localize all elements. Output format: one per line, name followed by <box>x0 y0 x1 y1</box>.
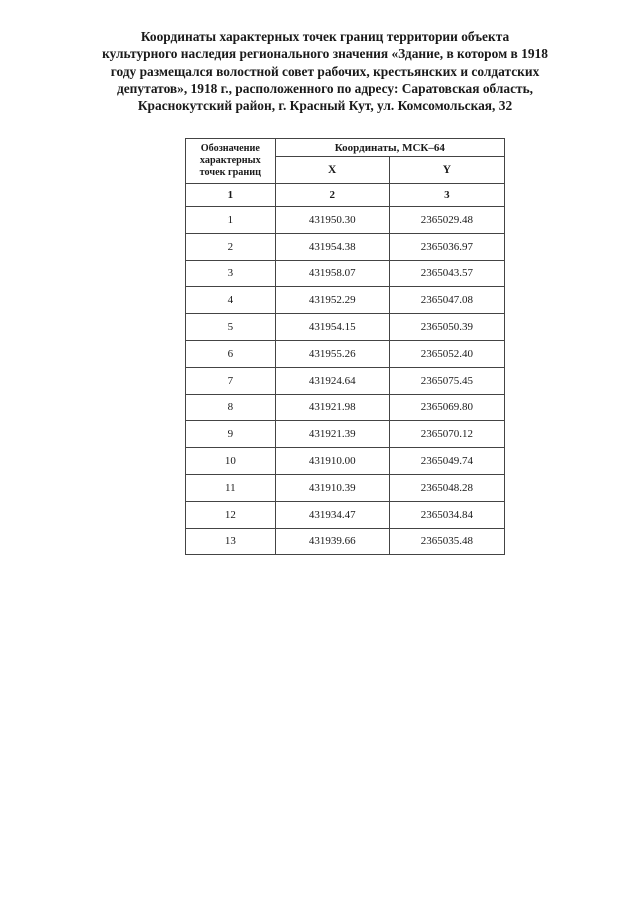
table-row <box>186 474 505 501</box>
column-number: 1 <box>186 184 276 207</box>
column-number: 3 <box>389 184 504 207</box>
cell-point-number: 4 <box>186 287 276 314</box>
cell-y: 2365047.08 <box>389 287 504 314</box>
cell-point-number: 7 <box>186 367 276 394</box>
title-line: Краснокутский район, г. Красный Кут, ул. Комсомольская, 32 <box>137 98 513 114</box>
table-row <box>186 340 505 367</box>
cell-point-number: 9 <box>186 421 276 448</box>
table-row <box>186 528 505 555</box>
table-row <box>186 501 505 528</box>
cell-x: 431934.47 <box>275 501 389 528</box>
cell-point-number: 10 <box>186 448 276 475</box>
cell-point-number: 13 <box>186 528 276 555</box>
cell-x: 431950.30 <box>275 207 389 234</box>
header-coordinates-group: Координаты, МСК–64 <box>275 139 504 157</box>
header-designation <box>186 139 276 184</box>
cell-y: 2365035.48 <box>389 528 504 555</box>
cell-y: 2365049.74 <box>389 448 504 475</box>
table-row <box>186 314 505 341</box>
cell-x: 431910.00 <box>275 448 389 475</box>
cell-x: 431954.38 <box>275 233 389 260</box>
table-row <box>186 448 505 475</box>
cell-point-number: 3 <box>186 260 276 287</box>
cell-x: 431910.39 <box>275 474 389 501</box>
cell-x: 431958.07 <box>275 260 389 287</box>
table-column-numbers-row <box>186 184 505 207</box>
cell-x: 431924.64 <box>275 367 389 394</box>
header-x: X <box>275 157 389 184</box>
document-title <box>60 28 590 114</box>
table-row <box>186 367 505 394</box>
cell-y: 2365048.28 <box>389 474 504 501</box>
cell-y: 2365052.40 <box>389 340 504 367</box>
header-designation-line: Обозначение <box>200 143 260 154</box>
cell-point-number: 5 <box>186 314 276 341</box>
cell-y: 2365075.45 <box>389 367 504 394</box>
header-designation-line: точек границ <box>199 167 262 178</box>
cell-x: 431954.15 <box>275 314 389 341</box>
cell-x: 431921.39 <box>275 421 389 448</box>
cell-y: 2365050.39 <box>389 314 504 341</box>
cell-x: 431921.98 <box>275 394 389 421</box>
cell-point-number: 12 <box>186 501 276 528</box>
cell-x: 431939.66 <box>275 528 389 555</box>
coordinates-table <box>185 138 505 555</box>
cell-point-number: 1 <box>186 207 276 234</box>
cell-y: 2365070.12 <box>389 421 504 448</box>
cell-y: 2365036.97 <box>389 233 504 260</box>
cell-point-number: 8 <box>186 394 276 421</box>
cell-y: 2365029.48 <box>389 207 504 234</box>
cell-y: 2365069.80 <box>389 394 504 421</box>
column-number: 2 <box>275 184 389 207</box>
table-header-row <box>186 139 505 157</box>
cell-y: 2365043.57 <box>389 260 504 287</box>
cell-x: 431952.29 <box>275 287 389 314</box>
title-line: году размещался волостной совет рабочих, крестьянских и солдатских <box>110 63 540 79</box>
header-designation-line: характерных <box>199 155 261 166</box>
cell-point-number: 6 <box>186 340 276 367</box>
table-row <box>186 287 505 314</box>
table-body <box>186 207 505 555</box>
cell-x: 431955.26 <box>275 340 389 367</box>
cell-y: 2365034.84 <box>389 501 504 528</box>
cell-point-number: 11 <box>186 474 276 501</box>
table-row <box>186 233 505 260</box>
title-line: культурного наследия регионального значения «Здание, в котором в 1918 <box>102 46 548 62</box>
title-line: депутатов», 1918 г., расположенного по адресу: Саратовская область, <box>116 80 534 96</box>
table-row <box>186 394 505 421</box>
cell-point-number: 2 <box>186 233 276 260</box>
title-line: Координаты характерных точек границ территории объекта <box>140 29 510 44</box>
table-row <box>186 207 505 234</box>
table-row <box>186 260 505 287</box>
header-y: Y <box>389 157 504 184</box>
table-row <box>186 421 505 448</box>
